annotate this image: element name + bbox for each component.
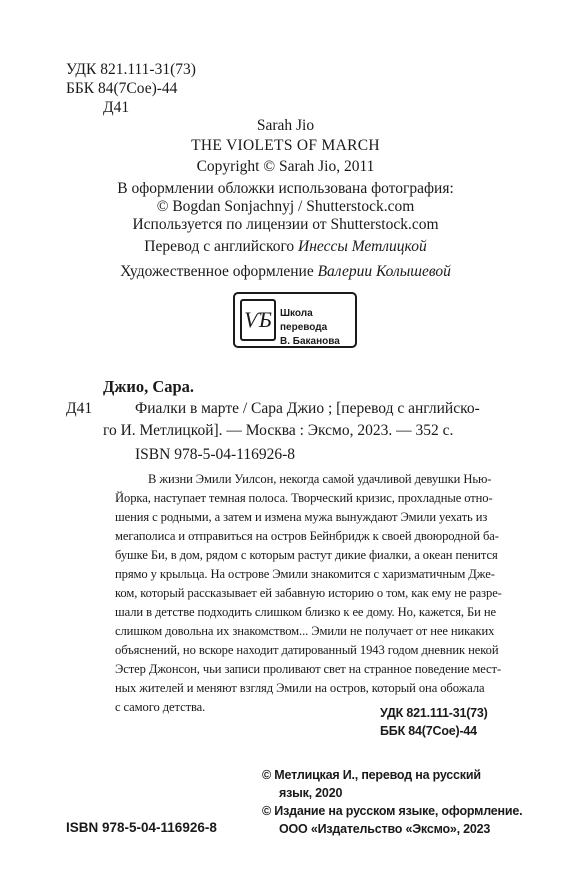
annotation-line: прямо у крыльца. На острове Эмили знакомится с харизматичным Дже- (115, 567, 495, 581)
copyright-translation: © Метлицкая И., перевод на русский (262, 768, 481, 782)
catalog-description-line-2: го И. Метлицкой]. — Москва : Эксмо, 2023. — 352 с. (103, 422, 454, 439)
catalog-author: Джио, Сара. (103, 377, 195, 396)
translator-name: Инессы Метлицкой (298, 238, 427, 255)
translation-school-logo (233, 292, 357, 348)
translation-credit (0, 238, 571, 256)
copyright-publisher: ООО «Издательство «Эксмо», 2023 (279, 822, 491, 836)
design-credit (0, 263, 571, 281)
annotation-line: шения с родными, а затем и измена мужа вынуждают Эмили уехать из (115, 510, 488, 524)
catalog-description-line-1: Фиалки в марте / Сара Джио ; [перевод с английско- (135, 400, 480, 417)
logo-line-2: В. Баканова (280, 336, 340, 347)
logo-line-1: Школа перевода (280, 308, 328, 333)
logo-mark-icon: ѴБ (240, 299, 276, 341)
translation-prefix: Перевод с английского (144, 238, 299, 255)
design-prefix: Художественное оформление (120, 263, 318, 280)
annotation-line: бушке Би, в дом, рядом с которым растут дикие фиалки, а океан пенится (115, 548, 498, 562)
original-copyright: Copyright © Sarah Jio, 2011 (196, 158, 375, 175)
udk-code: УДК 821.111-31(73) (66, 61, 196, 78)
bottom-bbk-code: ББК 84(7Сое)-44 (380, 724, 477, 738)
catalog-isbn: ISBN 978-5-04-116926-8 (135, 446, 296, 463)
copyright-edition: © Издание на русском языке, оформление. (262, 804, 523, 818)
copyright-translation-year: язык, 2020 (279, 786, 343, 800)
isbn-bottom: ISBN 978-5-04-116926-8 (66, 820, 217, 835)
original-title: THE VIOLETS OF MARCH (191, 137, 380, 154)
annotation-line: ных жителей и меняют взгляд Эмили на остров, который она обожала (115, 681, 485, 695)
cover-photo-credit-3: Используется по лицензии от Shutterstock.com (132, 216, 439, 233)
bottom-udk-code: УДК 821.111-31(73) (380, 706, 488, 720)
cover-photo-credit-1: В оформлении обложки использована фотография: (117, 180, 454, 197)
annotation-line: Эстер Джонсон, чьи записи проливают свет на странное поведение мест- (115, 662, 502, 676)
annotation-line: с самого детства. (115, 700, 206, 714)
bbk-code: ББК 84(7Сое)-44 (66, 80, 178, 97)
cover-photo-credit-2: © Bogdan Sonjachnyj / Shutterstock.com (156, 198, 415, 215)
annotation-line: Йорка, наступает темная полоса. Творческий кризис, прохладные отно- (115, 491, 493, 505)
annotation-line: слишком довольна их знакомством... Эмили не получает от нее никаких (115, 624, 495, 638)
annotation-line: мегаполиса и отправиться на остров Бейнбридж к своей двоюродной ба- (115, 529, 499, 543)
original-author: Sarah Jio (256, 117, 315, 134)
annotation-line: объяснений, но вскоре находит датированный 1943 годом дневник некой (115, 643, 499, 657)
annotation-line: В жизни Эмили Уилсон, некогда самой удачливой девушки Нью- (148, 472, 492, 486)
catalog-code: Д41 (66, 400, 93, 417)
author-sign-code: Д41 (103, 99, 130, 116)
logo-text (280, 307, 355, 349)
annotation-line: шали в детстве подходить слишком близко к ее дому. Но, кажется, Би не (115, 605, 496, 619)
designer-name: Валерии Колышевой (317, 263, 451, 280)
annotation-line: ком, который рассказывает ей забавную историю о том, как ему не разре- (115, 586, 502, 600)
